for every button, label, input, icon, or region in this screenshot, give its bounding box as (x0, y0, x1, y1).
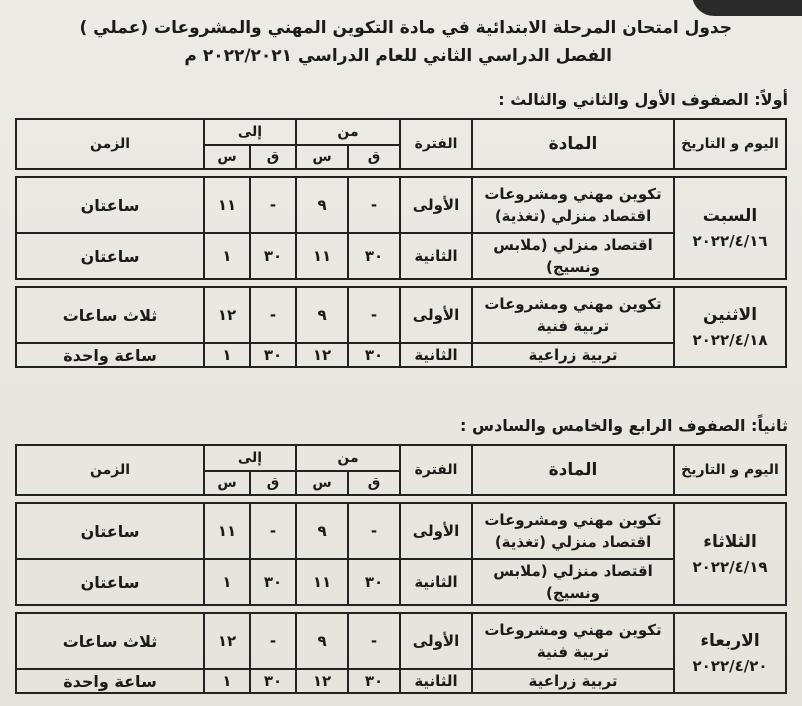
duration-cell: ساعتان (16, 503, 204, 559)
subject-line: تربية فنية (536, 317, 610, 335)
day-date: ٢٠٢٢/٤/١٨ (692, 331, 768, 349)
from-s-cell: ١١ (296, 233, 348, 279)
header-from-q: ق (348, 471, 400, 495)
section-title-1: أولاً: الصفوف الأول والثاني والثالث : (498, 90, 788, 109)
from-q-cell: ٣٠ (348, 559, 400, 605)
subject-cell (472, 287, 674, 343)
from-s-cell: ٩ (296, 287, 348, 343)
subject-line: تربية فنية (536, 643, 610, 661)
from-q-cell: - (348, 287, 400, 343)
subject-cell (472, 503, 674, 559)
header-subject: المادة (472, 119, 674, 169)
header-from-s: س (296, 471, 348, 495)
period-cell: الثانية (400, 233, 472, 279)
schedule-table-1 (15, 118, 787, 368)
header-period: الفترة (400, 119, 472, 169)
from-s-cell: ١١ (296, 559, 348, 605)
to-q-cell: ٣٠ (250, 233, 296, 279)
to-q-cell: - (250, 287, 296, 343)
period-cell: الأولى (400, 503, 472, 559)
from-q-cell: - (348, 613, 400, 669)
duration-cell: ساعتان (16, 559, 204, 605)
subject-cell (472, 343, 674, 367)
header-from: من (296, 445, 400, 471)
table-row (16, 503, 786, 559)
day-date: ٢٠٢٢/٤/٢٠ (692, 657, 768, 675)
subject-line: اقتصاد منزلي (ملابس ونسيج) (493, 236, 653, 276)
day-name: الاثنين (702, 305, 758, 325)
spacer (16, 279, 786, 287)
header-period: الفترة (400, 445, 472, 495)
from-s-cell: ١٢ (296, 669, 348, 693)
table-row (16, 287, 786, 343)
to-s-cell: ١ (204, 559, 250, 605)
from-q-cell: ٣٠ (348, 343, 400, 367)
header-to-s: س (204, 145, 250, 169)
to-q-cell: ٣٠ (250, 343, 296, 367)
duration-cell: ساعة واحدة (16, 669, 204, 693)
day-name: السبت (702, 206, 758, 226)
duration-cell: ثلاث ساعات (16, 287, 204, 343)
to-s-cell: ١٢ (204, 287, 250, 343)
table-row (16, 177, 786, 233)
table-row (16, 233, 786, 279)
header-from-q: ق (348, 145, 400, 169)
header-from: من (296, 119, 400, 145)
duration-cell: ساعتان (16, 177, 204, 233)
subject-cell (472, 559, 674, 605)
subject-line: اقتصاد منزلي (تغذية) (494, 207, 652, 225)
to-s-cell: ١١ (204, 177, 250, 233)
subject-line: اقتصاد منزلي (ملابس ونسيج) (493, 562, 653, 602)
subject-cell (472, 669, 674, 693)
subject-line: تربية زراعية (528, 672, 618, 690)
period-cell: الثانية (400, 559, 472, 605)
subject-line: تربية زراعية (528, 346, 618, 364)
to-s-cell: ١ (204, 669, 250, 693)
schedule-table-2 (15, 444, 787, 694)
day-name: الثلاثاء (703, 532, 757, 552)
from-s-cell: ٩ (296, 613, 348, 669)
header-from-s: س (296, 145, 348, 169)
day-date: ٢٠٢٢/٤/١٩ (692, 558, 768, 576)
table-row (16, 343, 786, 367)
from-q-cell: - (348, 503, 400, 559)
from-q-cell: ٣٠ (348, 669, 400, 693)
duration-cell: ثلاث ساعات (16, 613, 204, 669)
subject-cell (472, 233, 674, 279)
period-cell: الأولى (400, 177, 472, 233)
table-row (16, 613, 786, 669)
spacer (16, 495, 786, 503)
to-q-cell: ٣٠ (250, 669, 296, 693)
day-date-cell (674, 613, 786, 693)
subject-line: تكوين مهني ومشروعات (484, 511, 662, 529)
header-duration: الزمن (16, 445, 204, 495)
from-s-cell: ٩ (296, 177, 348, 233)
header-day-date: اليوم و التاريخ (674, 445, 786, 495)
to-q-cell: - (250, 503, 296, 559)
duration-cell: ساعة واحدة (16, 343, 204, 367)
document-title: جدول امتحان المرحلة الابتدائية في مادة التكوين المهني والمشروعات (عملي ) (79, 18, 732, 38)
period-cell: الثانية (400, 343, 472, 367)
to-q-cell: - (250, 613, 296, 669)
from-s-cell: ٩ (296, 503, 348, 559)
document-subtitle: الفصل الدراسي الثاني للعام الدراسي ٢٠٢٢/٢٠٢١ م (184, 46, 612, 66)
subject-line: تكوين مهني ومشروعات (484, 621, 662, 639)
from-q-cell: ٣٠ (348, 233, 400, 279)
day-name: الاربعاء (700, 631, 760, 651)
subject-line: اقتصاد منزلي (تغذية) (494, 533, 652, 551)
spacer (16, 169, 786, 177)
table-row (16, 669, 786, 693)
day-date-cell (674, 503, 786, 605)
header-duration: الزمن (16, 119, 204, 169)
subject-line: تكوين مهني ومشروعات (484, 295, 662, 313)
header-subject: المادة (472, 445, 674, 495)
to-s-cell: ١١ (204, 503, 250, 559)
header-to: إلى (204, 445, 296, 471)
header-to-q: ق (250, 471, 296, 495)
dark-corner-shape (692, 0, 802, 16)
header-to: إلى (204, 119, 296, 145)
to-q-cell: ٣٠ (250, 559, 296, 605)
header-to-s: س (204, 471, 250, 495)
period-cell: الثانية (400, 669, 472, 693)
to-s-cell: ١ (204, 343, 250, 367)
section-title-2: ثانياً: الصفوف الرابع والخامس والسادس : (460, 416, 788, 435)
header-day-date: اليوم و التاريخ (674, 119, 786, 169)
from-q-cell: - (348, 177, 400, 233)
spacer (16, 605, 786, 613)
period-cell: الأولى (400, 287, 472, 343)
period-cell: الأولى (400, 613, 472, 669)
day-date-cell (674, 287, 786, 367)
day-date: ٢٠٢٢/٤/١٦ (692, 232, 768, 250)
to-s-cell: ١ (204, 233, 250, 279)
to-s-cell: ١٢ (204, 613, 250, 669)
subject-cell (472, 177, 674, 233)
day-date-cell (674, 177, 786, 279)
subject-cell (472, 613, 674, 669)
subject-line: تكوين مهني ومشروعات (484, 185, 662, 203)
header-to-q: ق (250, 145, 296, 169)
table-row (16, 559, 786, 605)
from-s-cell: ١٢ (296, 343, 348, 367)
to-q-cell: - (250, 177, 296, 233)
duration-cell: ساعتان (16, 233, 204, 279)
